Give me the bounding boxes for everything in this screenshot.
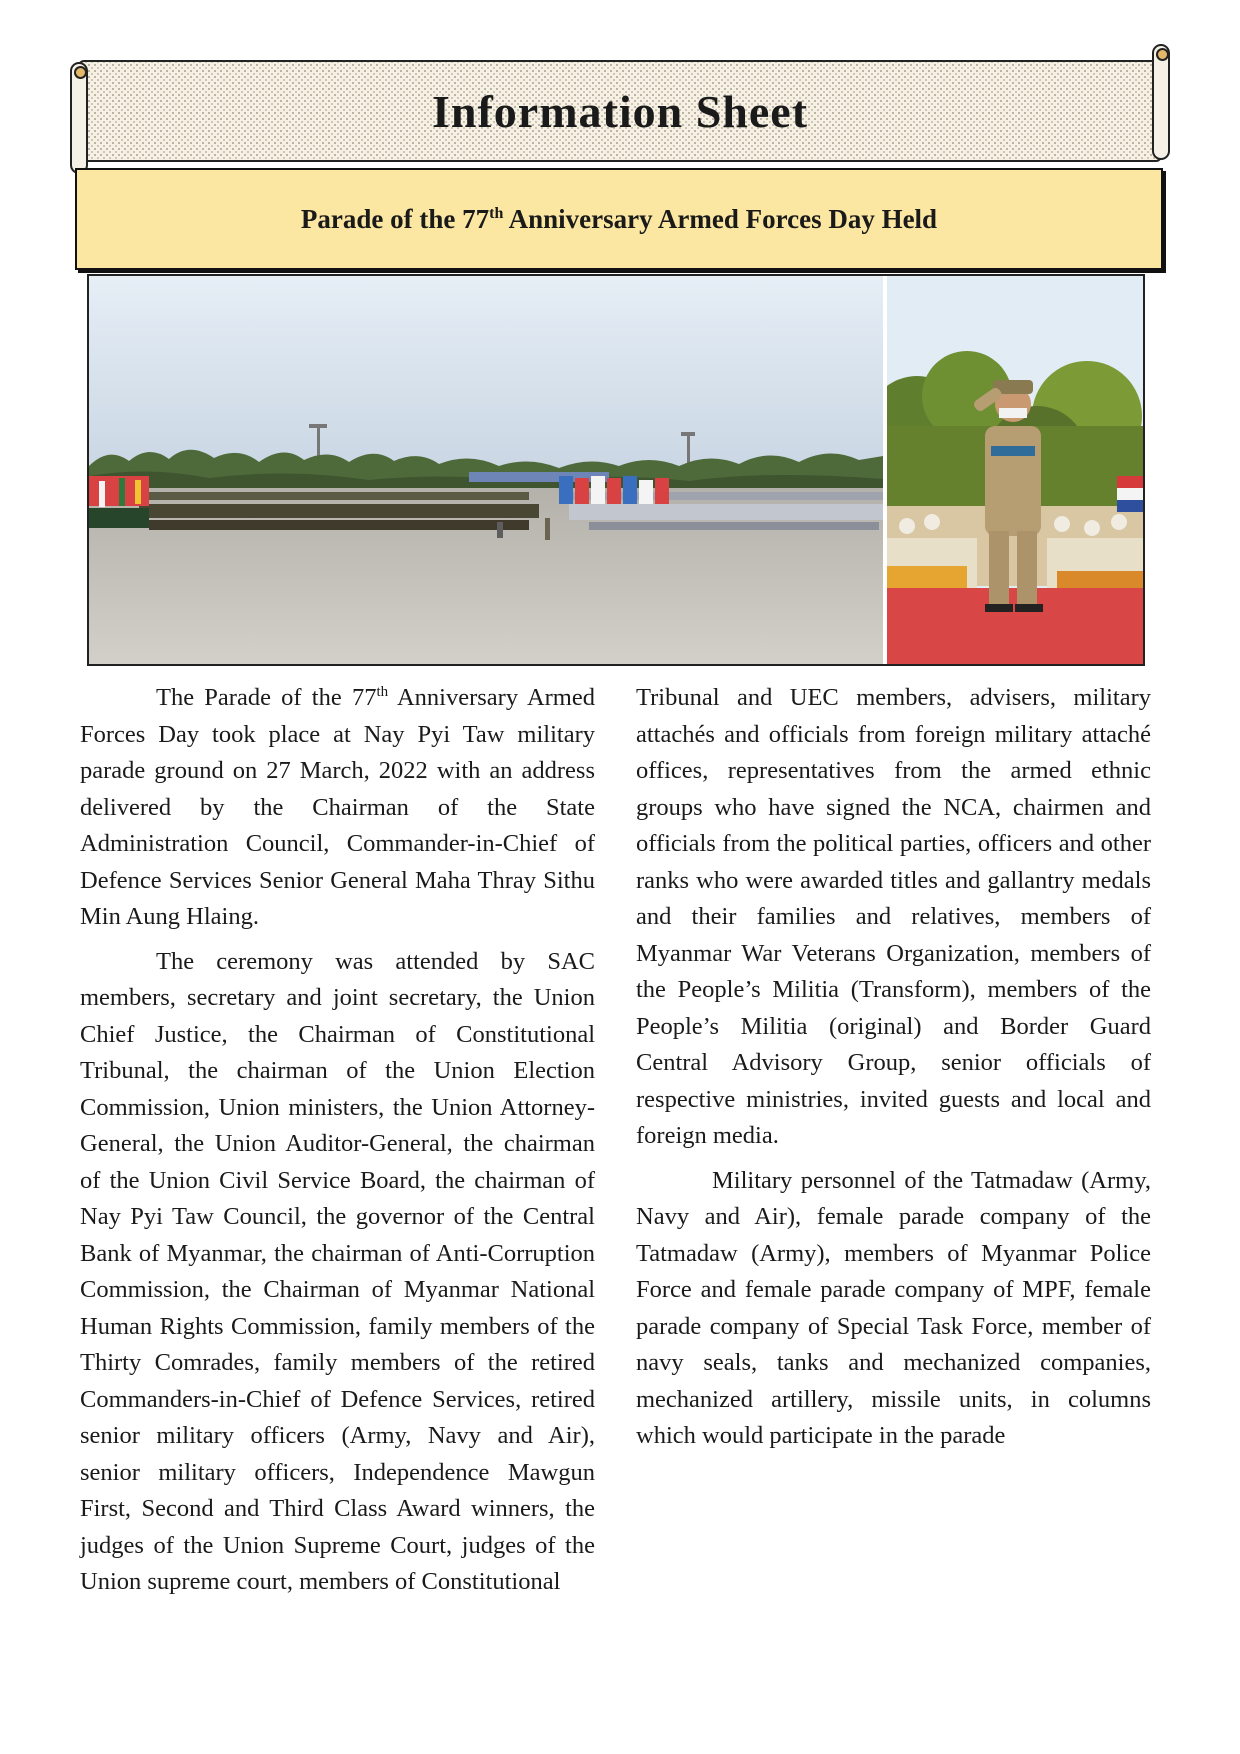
- body-column-left: [80, 680, 595, 1609]
- paragraph-1: [80, 680, 595, 936]
- headline: [301, 204, 937, 235]
- paragraph-3: Military personnel of the Tatmadaw (Army, Navy and Air), female parade company of the Tatmadaw (Army), members of Myanmar Police Force and female parade company of MPF, female parade company of Special Task Force, member of navy seals, tanks and mechanized companies, mechanized artillery, missile units, in columns which would participate in the parade: [636, 1166, 1151, 1449]
- parade-ground-photo: [89, 276, 883, 664]
- paragraph-2: The ceremony was attended by SAC members, secretary and joint secretary, the Union Chief Justice, the Chairman of Constitutional Tribunal, the chairman of the Union Election Commission, Union ministers, the Union Attorney-General, the Union Auditor-General, the chairman of the Union Civil Service Board, the chairman of Nay Pyi Taw Council, the governor of the Central Bank of Myanmar, the chairman of Anti-Corruption Commission, the Chairman of Myanmar National Human Rights Commission, family members of the Thirty Comrades, family members of the retired Commanders-in-Chief of Defence Services, retired senior military officers (Army, Navy and Air), senior military officers, Independence Mawgun First, Second and Third Class Award winners, the judges of the Union Supreme Court, judges of the Union supreme court, members of Constitutional: [80, 947, 595, 1595]
- paragraph-2-continued: Tribunal and UEC members, advisers, military attachés and officials from foreign military attaché offices, representatives from the armed ethnic groups who have signed the NCA, chairmen and officials from the political parties, officers and other ranks who were awarded titles and gallantry medals and their families and relatives, members of Myanmar War Veterans Organization, members of the People’s Militia (Transform), members of the People’s Militia (original) and Border Guard Central Advisory Group, senior officials of respective ministries, invited guests and local and foreign media.: [636, 684, 1151, 1149]
- photo-frame: [87, 274, 1145, 666]
- headline-ordinal: th: [489, 204, 504, 222]
- headline-rest: Anniversary Armed Forces Day Held: [503, 203, 938, 234]
- paragraph-1-ordinal: th: [376, 683, 389, 700]
- body-column-right: [636, 680, 1151, 1463]
- headline-prefix: Parade of the 77: [300, 203, 490, 234]
- page-title: Information Sheet: [431, 86, 809, 137]
- saluting-general-photo: [887, 276, 1143, 664]
- paragraph-1-start: The Parade of the 77: [156, 684, 377, 711]
- paragraph-1-rest: Anniversary Armed Forces Day took place at Nay Pyi Taw military parade ground on 27 March, 2022 with an address delivered by the Chairman of the State Administration Council, Commander-in-Chief of Defence Services Senior General Maha Thray Sithu Min Aung Hlaing.: [80, 684, 595, 930]
- headline-box: [75, 168, 1163, 270]
